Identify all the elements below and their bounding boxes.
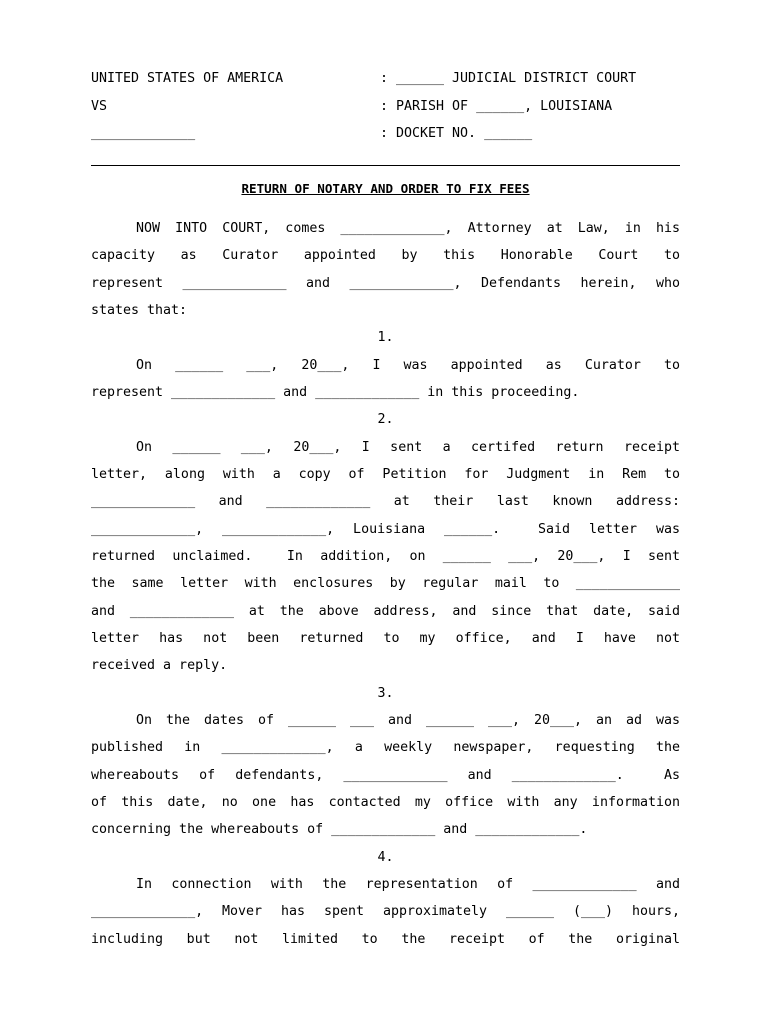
body-line: of this date, no one has contacted my office with any information [91, 795, 680, 810]
caption-row-2 [91, 99, 691, 119]
caption-row-1 [91, 71, 691, 91]
plaintiff-name: UNITED STATES OF AMERICA [91, 71, 284, 86]
body-line: In connection with the representation of _____________ and [136, 877, 680, 892]
body-line: On ______ ___, 20___, I sent a certifed return receipt [136, 440, 680, 455]
body-line: On the dates of ______ ___ and ______ ___, 20___, an ad was [136, 713, 680, 728]
body-line: states that: [91, 303, 188, 318]
body-line: published in _____________, a weekly newspaper, requesting the [91, 740, 680, 755]
body-line: represent _____________ and _____________ in this proceeding. [91, 385, 580, 400]
body-line: and _____________ at the above address, and since that date, said [91, 604, 680, 619]
body-line: _____________ and _____________ at their last known address: [91, 494, 680, 509]
body-line: letter, along with a copy of Petition for Judgment in Rem to [91, 467, 680, 482]
versus-label: VS [91, 99, 108, 114]
body-line: represent _____________ and _____________, Defendants herein, who [91, 276, 680, 291]
body-line: returned unclaimed. In addition, on ______ ___, 20___, I sent [91, 549, 680, 564]
body-line: _____________, _____________, Louisiana ______. Said letter was [91, 522, 680, 537]
body-line: including but not limited to the receipt of the original [91, 932, 680, 947]
court-name: : ______ JUDICIAL DISTRICT COURT [380, 71, 637, 86]
defendant-blank: _____________ [91, 126, 196, 141]
parish-line: : PARISH OF ______, LOUISIANA [380, 99, 613, 114]
body-line: _____________, Mover has spent approximately ______ (___) hours, [91, 904, 680, 919]
caption-row-3 [91, 126, 691, 146]
body-line: On ______ ___, 20___, I was appointed as Curator to [136, 358, 680, 373]
paragraph-number: 3. [377, 686, 394, 701]
body-line: capacity as Curator appointed by this Honorable Court to [91, 248, 680, 263]
paragraph-number: 1. [377, 330, 394, 345]
docket-number: : DOCKET NO. ______ [380, 126, 533, 141]
body-line: NOW INTO COURT, comes _____________, Attorney at Law, in his [136, 221, 680, 236]
body-line: whereabouts of defendants, _____________ and _____________. As [91, 768, 680, 783]
body-line: concerning the whereabouts of _____________ and _____________. [91, 822, 588, 837]
body-line: letter has not been returned to my office, and I have not [91, 631, 680, 646]
paragraph-number: 2. [377, 412, 394, 427]
caption-divider [91, 165, 680, 166]
document-title: RETURN OF NOTARY AND ORDER TO FIX FEES [241, 181, 530, 196]
body-line: the same letter with enclosures by regular mail to _____________ [91, 576, 680, 591]
body-line: received a reply. [91, 658, 228, 673]
paragraph-number: 4. [377, 850, 394, 865]
